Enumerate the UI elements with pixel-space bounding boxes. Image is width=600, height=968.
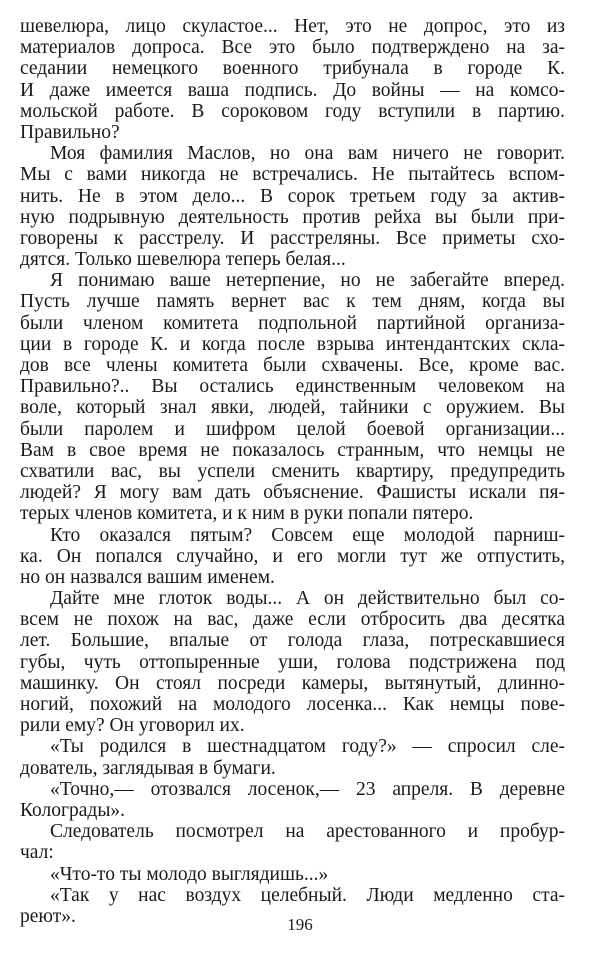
paragraph bbox=[20, 16, 565, 143]
text-line: схватили вас, вы успели сменить квартиру, предупредить bbox=[20, 460, 565, 482]
paragraph bbox=[20, 736, 565, 778]
text-line: шевелюра, лицо скуластое... Нет, это не допрос, это из bbox=[20, 16, 565, 37]
text-line: материалов допроса. Все это было подтверждено на за- bbox=[20, 37, 565, 59]
text-line: рили ему? Он уговорил их. bbox=[20, 715, 245, 737]
text-line: Правильно? bbox=[20, 121, 120, 143]
text-line: мольской работе. В сороковом году вступили в партию. bbox=[20, 100, 565, 122]
paragraph bbox=[20, 779, 565, 821]
text-line: Мы с вами никогда не встречались. Не пытайтесь вспом- bbox=[20, 164, 565, 186]
paragraph bbox=[20, 821, 565, 863]
text-line: «Точно,— отозвался лосенок,— 23 апреля. В деревне bbox=[50, 778, 565, 800]
text-line: нить. Не в этом дело... В сорок третьем году за актив- bbox=[20, 185, 565, 207]
paragraph bbox=[20, 270, 565, 524]
page-body bbox=[20, 16, 565, 927]
text-line: «Так у нас воздух целебный. Люди медленно ста- bbox=[50, 884, 565, 906]
paragraph bbox=[20, 525, 565, 589]
paragraph bbox=[20, 588, 565, 736]
text-line: говорены к расстрелу. И расстреляны. Все приметы схо- bbox=[20, 227, 565, 249]
paragraph bbox=[20, 864, 565, 885]
text-line: были членом комитета подпольной партийной организа- bbox=[20, 312, 565, 334]
text-line: машинку. Он стоял посреди камеры, вытянутый, длинно- bbox=[20, 672, 565, 694]
text-line: Кто оказался пятым? Совсем еще молодой парниш- bbox=[50, 524, 565, 546]
text-line: Вам в свое время не показалось странным, что немцы не bbox=[20, 439, 565, 461]
text-line: И даже имеется ваша подпись. До войны — на комсо- bbox=[20, 79, 565, 101]
text-line: дователь, заглядывая в бумаги. bbox=[20, 757, 276, 779]
text-line: Правильно?.. Вы остались единственным человеком на bbox=[20, 376, 565, 398]
text-line: воле, который знал явки, людей, тайники с оружием. Вы bbox=[20, 397, 565, 419]
page-number: 196 bbox=[287, 915, 313, 934]
text-line: Колограды». bbox=[20, 799, 126, 821]
text-line: губы, чуть оттопыренные уши, голова подстрижена под bbox=[20, 651, 565, 673]
text-line: ции в городе К. и когда после взрыва интендантских скла- bbox=[20, 333, 565, 355]
text-line: «Что-то ты молодо выглядишь...» bbox=[50, 863, 329, 885]
text-line: ка. Он попался случайно, и его могли тут же отпустить, bbox=[20, 545, 565, 567]
paragraph bbox=[20, 143, 565, 270]
text-line: Следователь посмотрел на арестованного и пробур- bbox=[50, 821, 565, 843]
text-line: Дайте мне глоток воды... А он действительно был со- bbox=[50, 588, 565, 610]
text-line: чал: bbox=[20, 842, 54, 864]
text-line: ную подрывную деятельность против рейха вы были при- bbox=[20, 206, 565, 228]
text-line: ногий, похожий на молодого лосенка... Как немцы пове- bbox=[20, 694, 565, 715]
text-line: Пусть лучше память вернет вас к тем дням, когда вы bbox=[20, 291, 565, 313]
text-line: Я понимаю ваше нетерпение, но не забегайте вперед. bbox=[50, 270, 565, 292]
text-line: «Ты родился в шестнадцатом году?» — спросил сле- bbox=[50, 736, 565, 758]
text-line: терых членов комитета, и к ним в руки попали пятеро. bbox=[20, 503, 474, 525]
text-line: седании немецкого военного трибунала в городе К. bbox=[20, 58, 565, 80]
text-line: людей? Я могу вам дать объяснение. Фашисты искали пя- bbox=[20, 482, 565, 504]
text-line: Моя фамилия Маслов, но она вам ничего не говорит. bbox=[50, 143, 565, 165]
text-line: реют». bbox=[20, 905, 76, 927]
text-line: дятся. Только шевелюра теперь белая... bbox=[20, 249, 346, 271]
text-line: лет. Большие, впалые от голода глаза, потрескавшиеся bbox=[20, 630, 565, 652]
text-line: были паролем и шифром целой боевой организации... bbox=[20, 418, 565, 440]
text-line: всем не похож на вас, даже если отбросить два десятка bbox=[20, 609, 565, 631]
text-line: но он назвался вашим именем. bbox=[20, 566, 275, 588]
text-line: дов все члены комитета были схвачены. Все, кроме вас. bbox=[20, 355, 565, 376]
